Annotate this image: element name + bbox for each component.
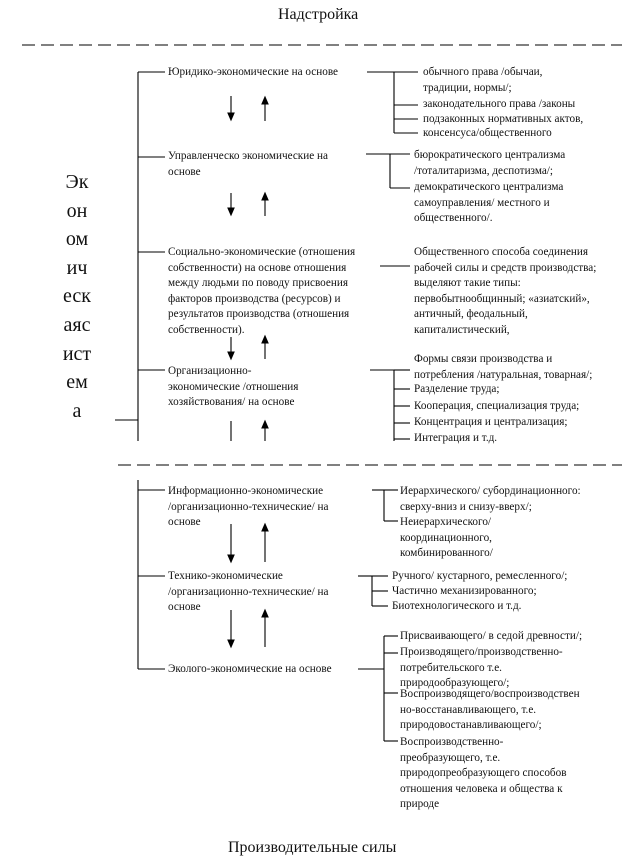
section-4-item-5: Интеграция и т.д. xyxy=(414,432,498,444)
arrow-pair-6 xyxy=(228,610,268,647)
section-7-item-4: Воспроизводственно- преобразующего, т.е. природопреобразующего способов отношения человека и общества к природе xyxy=(400,736,567,810)
section-6-item-3: Биотехнологического и т.д. xyxy=(392,600,522,612)
arrow-pair-4 xyxy=(231,421,268,441)
section-2-item-1: бюрократического централизма /тоталитаризма, деспотизма/; xyxy=(414,149,566,177)
top-title: Надстройка xyxy=(278,6,359,23)
section-4-item-4: Концентрация и централизация; xyxy=(414,416,568,428)
section-1-item-2: законодательного права /законы xyxy=(423,98,576,110)
section-4-label: Организационно- экономические /отношения хозяйствования/ на основе xyxy=(168,365,299,408)
bottom-title: Производительные силы xyxy=(228,839,397,856)
section-7-label: Эколого-экономические на основе xyxy=(168,663,332,675)
section-2-item-2: демократического централизма самоуправления/ местного и общественного/. xyxy=(414,181,564,224)
section-5-label: Информационно-экономические /организационно-технические/ на основе xyxy=(168,485,329,528)
section-1-label: Юридико-экономические на основе xyxy=(168,66,339,78)
arrow-pair-2 xyxy=(228,193,268,216)
section-1-item-3: подзаконных нормативных актов, xyxy=(423,113,584,125)
section-4-item-2: Разделение труда; xyxy=(414,383,500,395)
section-7-item-2: Производящего/производственно- потребительского т.е. природообразующего/; xyxy=(400,646,563,689)
section-4-item-3: Кооперация, специализация труда; xyxy=(414,400,580,412)
section-6-item-2: Частично механизированного; xyxy=(392,585,537,597)
arrow-pair-3 xyxy=(228,336,268,359)
section-6-label: Технико-экономические /организационно-технические/ на основе xyxy=(168,570,329,613)
section-7-item-3: Воспроизводящего/воспроизводствен но-восстанавливающего, т.е. природовостанавливающего/; xyxy=(400,688,580,731)
side-label: Экономическаясистема xyxy=(62,171,92,422)
section-5-item-2: Неиерархического/ координационного, комбинированного/ xyxy=(400,516,493,559)
section-1-item-4: консенсуса/общественного xyxy=(423,127,552,139)
arrow-pair-1 xyxy=(228,96,268,121)
section-2-label: Управленческо экономические на основе xyxy=(168,150,328,178)
section-6-item-1: Ручного/ кустарного, ремесленного/; xyxy=(392,570,568,582)
section-3-label: Социально-экономические (отношения собственности) на основе отношения между людьми по поводу присвоения факторов производства (ресурсов) и результатов производства (отношения собственности). xyxy=(168,246,356,336)
section-1-item-1: обычного права /обычаи, традиции, нормы/; xyxy=(423,66,543,94)
section-5-item-1: Иерархического/ субординационного: сверху-вниз и снизу-вверх/; xyxy=(400,485,581,513)
section-3-item-1: Общественного способа соединения рабочей силы и средств производства; выделяют такие типы: первобытнообщинный; «азиатский», античный, феодальный, капиталистический, xyxy=(414,246,597,336)
section-4-item-1: Формы связи производства и потребления /натуральная, товарная/; xyxy=(414,353,593,381)
section-7-item-1: Присваивающего/ в седой древности/; xyxy=(400,630,583,642)
